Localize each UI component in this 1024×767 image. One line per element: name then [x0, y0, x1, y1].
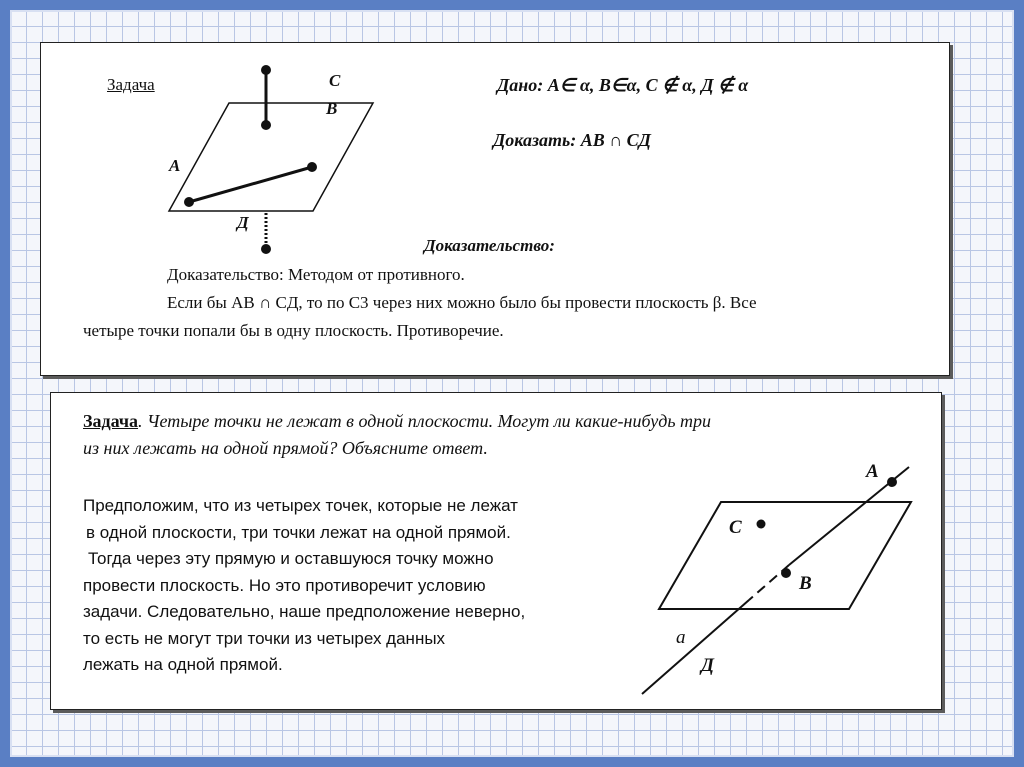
proof-heading: Доказательство:	[424, 236, 555, 255]
point-a	[887, 477, 897, 487]
label-d: Д	[701, 655, 714, 676]
point-d	[261, 244, 271, 254]
label-line-a: a	[676, 627, 686, 648]
prove-statement: Доказать: AB ∩ CД	[493, 130, 651, 150]
answer-line-3: Тогда через эту прямую и оставшуюся точку можно	[88, 549, 494, 568]
label-c: C	[329, 71, 341, 90]
label-d: Д	[237, 213, 249, 232]
answer-line-4: провести плоскость. Но это противоречит условию	[83, 575, 486, 595]
proof-line-3: четыре точки попали бы в одну плоскость. Противоречие.	[83, 321, 504, 340]
proof-line-2: Если бы AB ∩ CД, то по C3 через них можно было бы провести плоскость β. Все	[167, 293, 757, 312]
line-a-lower	[642, 600, 749, 694]
answer-line-2: в одной плоскости, три точки лежат на одной прямой.	[86, 522, 511, 542]
label-b: B	[799, 573, 812, 594]
answer-line-7: лежать на одной прямой.	[83, 655, 283, 674]
point-b	[261, 120, 271, 130]
label-c: C	[729, 517, 742, 538]
task-label: Задача	[107, 75, 155, 94]
answer-line-1: Предположим, что из четырех точек, которые не лежат	[83, 496, 518, 515]
segment-ad	[189, 167, 312, 202]
given-statement: Дано: A∈ α, B∈α, C ∉ α, Д ∉ α	[497, 75, 749, 95]
task-statement-line-2: из них лежать на одной прямой? Объясните ответ.	[83, 438, 488, 458]
label-a: A	[169, 156, 181, 175]
point-c	[757, 520, 766, 529]
plane-alpha	[169, 103, 373, 211]
point-b	[781, 568, 791, 578]
task-word: Задача	[83, 411, 139, 431]
answer-line-6: то есть не могут три точки из четырех данных	[83, 628, 446, 648]
plane	[659, 502, 911, 609]
task-card-four-points	[50, 392, 942, 710]
label-a: A	[866, 461, 879, 482]
proof-line-1: Доказательство: Методом от противного.	[167, 265, 465, 284]
point-a	[184, 197, 194, 207]
task-card-proof	[40, 42, 950, 376]
answer-text	[83, 493, 525, 679]
point-c	[261, 65, 271, 75]
label-b: B	[326, 99, 338, 118]
answer-line-5: задачи. Следовательно, наше предположение неверно,	[83, 602, 526, 621]
task-statement-line-1	[83, 411, 711, 432]
point-end	[307, 162, 317, 172]
task-text-1: . Четыре точки не лежат в одной плоскости. Могут ли какие-нибудь три	[138, 411, 712, 431]
